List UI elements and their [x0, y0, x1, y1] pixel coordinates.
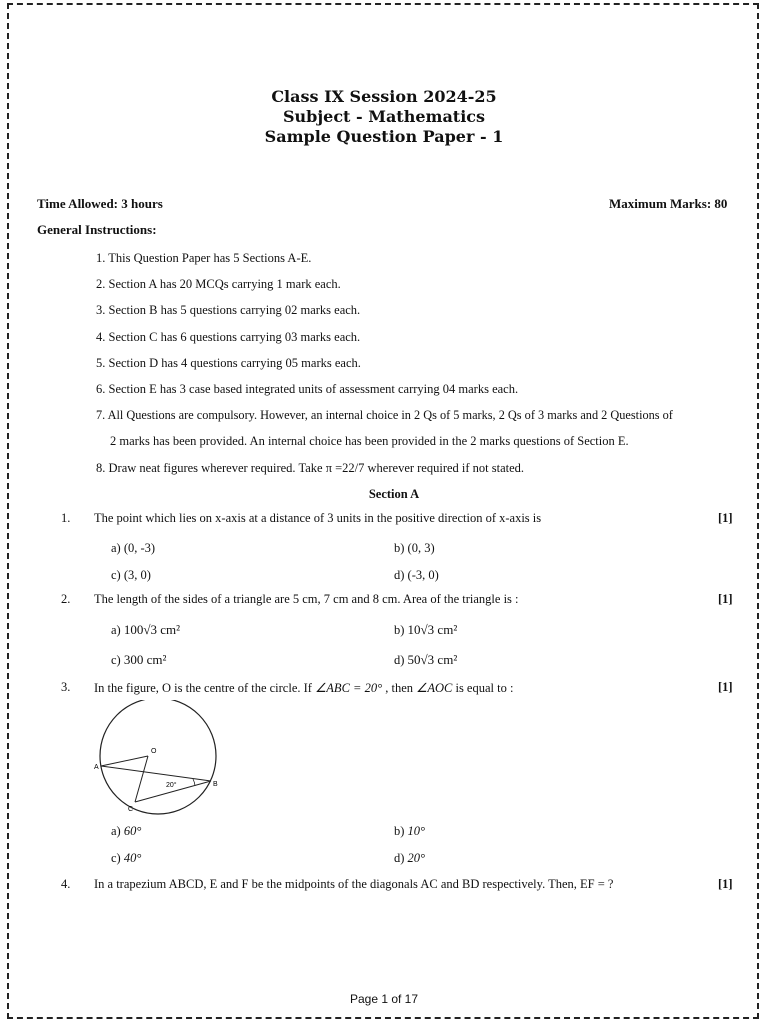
question-number: 1. [61, 511, 71, 525]
label-c: C [128, 806, 134, 813]
section-a-heading: Section A [368, 487, 420, 501]
option-label: a) [111, 824, 121, 838]
question-text-part: In the figure, O is the centre of the circle. If [94, 681, 316, 695]
paper-title: Sample Question Paper - 1 [264, 127, 504, 146]
option-b: b) (0, 3) [394, 541, 435, 555]
question-text: In a trapezium ABCD, E and F be the midpoints of the diagonals AC and BD respectively. Then, EF = ? [94, 877, 614, 891]
instruction-item: 3. Section B has 5 questions carrying 02 marks each. [96, 303, 361, 317]
question-text [94, 680, 513, 696]
option-label: d) [394, 851, 405, 865]
instruction-item: 7. All Questions are compulsory. However, an internal choice in 2 Qs of 5 marks, 2 Qs of 3 marks and 2 Questions of [96, 408, 673, 422]
circle [100, 700, 216, 814]
circle-figure [92, 700, 222, 816]
label-o: O [151, 748, 157, 755]
option-value: 300 cm² [123, 652, 167, 667]
option-value: 100√3 cm² [123, 622, 181, 637]
label-angle: 20° [166, 782, 177, 789]
option-label: b) [394, 824, 405, 838]
question-marks: [1] [718, 511, 733, 525]
maximum-marks: Maximum Marks: 80 [609, 196, 728, 211]
option-value: 20° [407, 851, 426, 865]
option-d: d) (-3, 0) [394, 568, 439, 582]
angle-aoc: ∠AOC [416, 681, 453, 695]
question-number: 2. [61, 592, 71, 606]
option-d [394, 851, 425, 866]
option-label: b) [394, 623, 405, 637]
segment-ao [101, 756, 148, 766]
option-b [394, 824, 425, 839]
segment-ab [101, 766, 211, 781]
question-text: The point which lies on x-axis at a distance of 3 units in the positive direction of x-axis is [94, 511, 542, 525]
subject-title: Subject - Mathematics [282, 107, 486, 126]
page-number: Page 1 of 17 [349, 992, 419, 1006]
question-text: The length of the sides of a triangle are 5 cm, 7 cm and 8 cm. Area of the triangle is : [94, 592, 519, 606]
option-value: 50√3 cm² [407, 652, 458, 667]
option-a: a) (0, -3) [111, 541, 156, 555]
angle-arc [193, 779, 195, 786]
option-value: 10° [407, 824, 426, 838]
option-c [111, 652, 166, 668]
label-a: A [94, 764, 99, 771]
question-text-part: is equal to : [452, 681, 514, 695]
question-marks: [1] [718, 877, 733, 891]
option-value: 10√3 cm² [407, 622, 458, 637]
option-a [111, 622, 180, 638]
option-c [111, 851, 141, 866]
instruction-item: 8. Draw neat figures wherever required. Take π =22/7 wherever required if not stated. [96, 461, 525, 475]
option-label: a) [111, 623, 121, 637]
instruction-item: 4. Section C has 6 questions carrying 03 marks each. [96, 330, 361, 344]
instruction-item: 2. Section A has 20 MCQs carrying 1 mark each. [96, 277, 341, 291]
option-label: d) [394, 653, 405, 667]
option-value: 60° [123, 824, 142, 838]
class-session-title: Class IX Session 2024-25 [271, 87, 497, 106]
option-value: 40° [123, 851, 142, 865]
option-d [394, 652, 457, 668]
instruction-item: 6. Section E has 3 case based integrated units of assessment carrying 04 marks each. [96, 382, 519, 396]
segment-oc [135, 756, 148, 802]
instruction-item: 1. This Question Paper has 5 Sections A-E. [96, 251, 312, 265]
option-c: c) (3, 0) [111, 568, 151, 582]
question-number: 3. [61, 680, 71, 694]
question-text-part: , then [382, 681, 417, 695]
angle-abc: ∠ABC = 20° [315, 681, 383, 695]
question-marks: [1] [718, 680, 733, 694]
instruction-item-continued: 2 marks has been provided. An internal choice has been provided in the 2 marks questions of Section E. [110, 434, 629, 448]
option-b [394, 622, 457, 638]
option-a [111, 824, 141, 839]
time-allowed: Time Allowed: 3 hours [37, 196, 163, 211]
question-number: 4. [61, 877, 71, 891]
general-instructions-heading: General Instructions: [37, 222, 157, 237]
option-label: c) [111, 653, 121, 667]
label-b: B [213, 781, 218, 788]
question-marks: [1] [718, 592, 733, 606]
instruction-item: 5. Section D has 4 questions carrying 05 marks each. [96, 356, 361, 370]
option-label: c) [111, 851, 121, 865]
